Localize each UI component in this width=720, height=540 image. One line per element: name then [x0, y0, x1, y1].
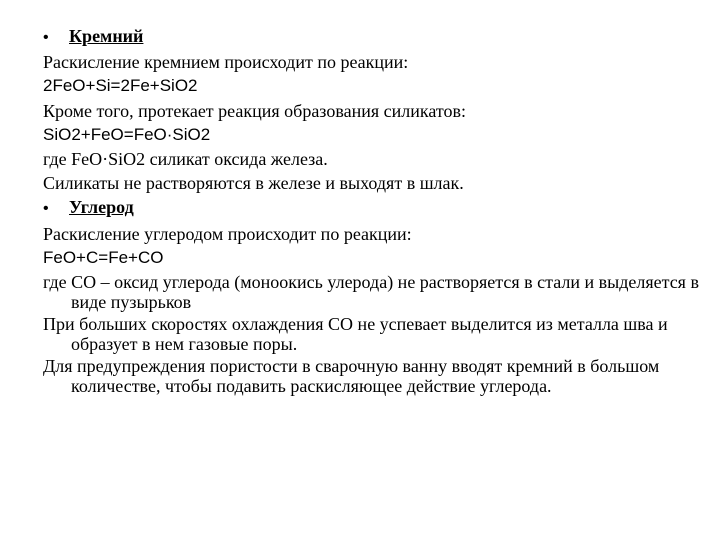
reaction-formula: FeO+C=Fe+CO: [43, 247, 164, 267]
slide-content: [43, 24, 699, 398]
text-paragraph: Для предупреждения пористости в сварочную ванну вводят кремний в большом количестве, чтобы подавить раскисляющее действие углерода.: [43, 356, 660, 397]
text-paragraph: где CO – оксид углерода (моноокись улерода) не растворяется в стали и выделяется в виде пузырьков: [43, 272, 699, 313]
text-line: Силикаты не растворяются в железе и выходят в шлак.: [43, 173, 464, 194]
text-line: Кроме того, протекает реакция образования силикатов:: [43, 100, 466, 121]
bullet-carbon: [43, 195, 693, 221]
reaction-formula: 2FeO+Si=2Fe+SiO2: [43, 76, 198, 96]
heading-carbon: Углерод: [69, 197, 134, 218]
text-line: Раскисление углеродом происходит по реакции:: [43, 223, 412, 244]
heading-silicon: Кремний: [69, 26, 144, 46]
bullet-silicon: [43, 24, 693, 50]
text-paragraph: При больших скоростях охлаждения CO не успевает выделится из металла шва и образует в нем газовые поры.: [43, 314, 668, 355]
text-line: Раскисление кремнием происходит по реакции:: [43, 52, 409, 73]
bullet-dot-icon: •: [43, 200, 49, 218]
text-line: где FeO·SiO2 силикат оксида железа.: [43, 149, 328, 170]
reaction-formula: SiO2+FeO=FeO·SiO2: [43, 124, 211, 144]
bullet-dot-icon: •: [43, 29, 49, 46]
